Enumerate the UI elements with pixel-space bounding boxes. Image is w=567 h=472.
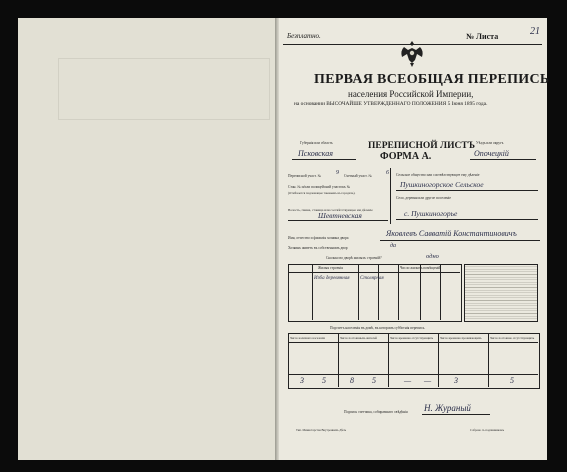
settlement-label: Село, деревня или другое поселенiе (396, 196, 451, 200)
summary-col (388, 333, 389, 387)
imperial-eagle-icon (398, 38, 426, 68)
census-basis: на основании ВЫСОЧАЙШЕ УТВЕРЖДЕННАГО ПОЛОЖЕНИЯ 5 Iюня 1895 года. (294, 101, 488, 107)
buildings-head-1: Жилыя строенiя (318, 266, 343, 270)
summary-value-8: 5 (510, 376, 514, 385)
province-line (292, 159, 356, 160)
census-subtitle: населения Российской Империи, (348, 89, 474, 99)
counter-signature-value: Н. Жураный (424, 403, 471, 413)
owner-line (380, 240, 540, 241)
buildings-col (398, 264, 399, 320)
village-line (288, 220, 388, 221)
police-label: Стан. № и/или полицейский участокъ № (288, 185, 351, 189)
sheet-number-value: 21 (530, 26, 540, 37)
buildings-header-rule (288, 272, 460, 273)
residing-label: Хозяинъ живетъ въ собственномъ двор (288, 246, 348, 250)
counter-signature-label: Подпись счетчика, собиравшаго свѣдѣнiя (344, 410, 408, 414)
instructions-box (464, 264, 538, 322)
form-title: ФОРМА А. (380, 151, 432, 162)
summary-header-5: Число постоянно отсутствующихъ (490, 336, 535, 340)
printer-left: Тип. Министерства Внутреннихъ Дѣлъ (296, 428, 347, 432)
summary-value-6: — (424, 376, 432, 385)
summary-value-3: 8 (350, 376, 354, 385)
building-row-1a: Изба деревянная (314, 276, 350, 281)
summary-header-4: Число временно проживающихъ (440, 336, 482, 340)
signature-line (422, 414, 490, 415)
police-note: (Отмѣчается подлежащее таковымъ въ городахъ). (288, 191, 356, 195)
summary-value-4: 5 (372, 376, 376, 385)
village-value: Шевтневская (318, 211, 362, 220)
left-page (18, 18, 276, 460)
province-label: Губернiя или область (300, 141, 333, 145)
houses-value: одно (426, 253, 439, 260)
owner-label: Имя, отчество и фамилiя хозяина двора (288, 236, 349, 240)
uezd-label: Уѣздъ или округъ (476, 141, 504, 145)
summary-col (488, 333, 489, 387)
summary-title: Подсчетъ населенiя въ домѣ, въ которомъ субботнiя перепись. (330, 326, 426, 330)
summary-col (338, 333, 339, 387)
summary-header-3: Число временно отсутствующихъ (390, 336, 434, 340)
building-row-1b: Столярная (360, 276, 384, 281)
census-district-value: 9 (336, 170, 339, 176)
summary-col (438, 333, 439, 387)
village-label: Волость, гмина, станица или соотвѣтствующее им дѣленiе (288, 208, 373, 212)
houses-label: Сколько во дворѣ жилыхъ строенiй? (326, 256, 382, 260)
summary-values-rule (288, 374, 538, 375)
summary-header-rule (288, 342, 538, 343)
society-value: Пушкиногорское Сельское (400, 180, 484, 189)
society-line (396, 190, 538, 191)
uezd-line (470, 159, 536, 160)
counter-district-value: 6 (386, 170, 389, 176)
summary-value-2: 5 (322, 376, 326, 385)
settlement-line (396, 219, 538, 220)
census-district-label: Переписной участ. № (288, 174, 321, 178)
summary-value-7: 3 (454, 376, 458, 385)
summary-header-1: Число наличнаго населенiя (290, 336, 325, 340)
residing-value: да (390, 243, 397, 249)
buildings-col (440, 264, 441, 320)
summary-header-2: Число постоянныхъ жителей (340, 336, 377, 340)
sheet-title: ПЕРЕПИСНОЙ ЛИСТЪ (368, 141, 475, 151)
counter-district-label: Счетный участ. № (344, 174, 372, 178)
society-label: Сельское общество или соотвѣтствующее ему дѣленiе (396, 173, 480, 177)
buildings-col (358, 264, 359, 320)
owner-value: Яковлевъ Савватiй Константиновичъ (386, 229, 517, 238)
uezd-value: Опочецкiй (474, 149, 509, 158)
census-title: ПЕРВАЯ ВСЕОБЩАЯ ПЕРЕПИСЬ (314, 72, 550, 87)
faint-grid (58, 58, 270, 120)
summary-value-5: — (404, 376, 412, 385)
buildings-col (420, 264, 421, 320)
free-label: Безплатно. (287, 32, 321, 40)
province-value: Псковская (298, 149, 333, 158)
settlement-value: с. Пушкиногорье (404, 209, 458, 218)
sheet-number-label: № Листа (466, 32, 499, 41)
block-divider (390, 168, 391, 224)
buildings-head-2: Число жилыхъ помѣщенiй (400, 266, 441, 270)
printer-right: Собрано съ подлинникомъ (470, 428, 505, 432)
summary-value-1: 3 (300, 376, 304, 385)
buildings-col (312, 264, 313, 320)
buildings-col (378, 264, 379, 320)
